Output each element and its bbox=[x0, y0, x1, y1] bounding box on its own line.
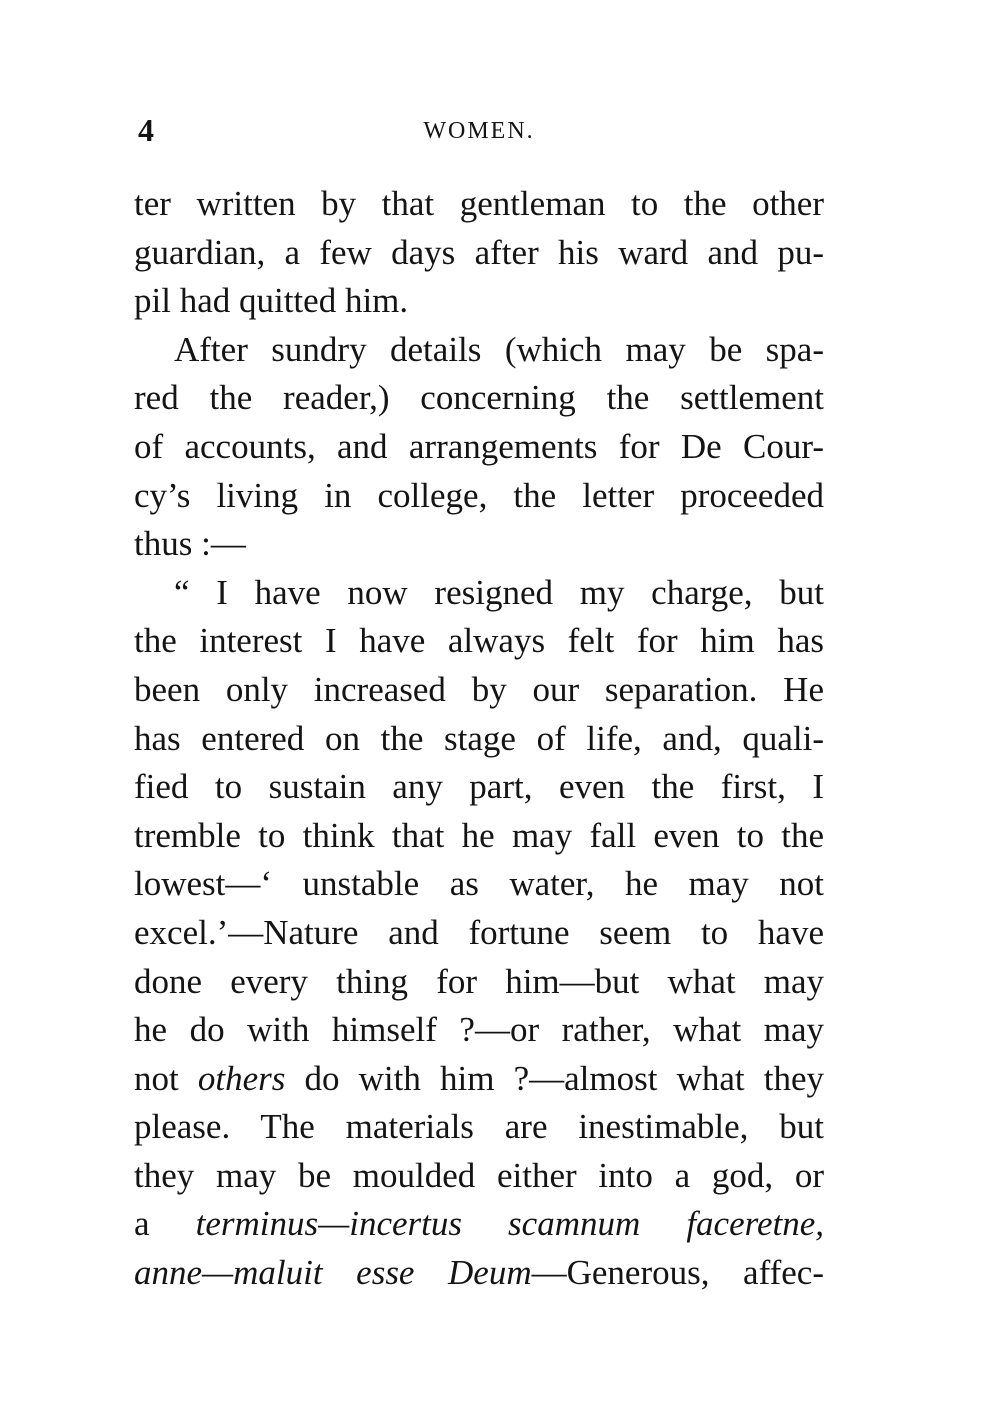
text-line bbox=[134, 1055, 824, 1104]
text-line bbox=[134, 958, 824, 1007]
text-line bbox=[134, 715, 824, 764]
text-line bbox=[134, 666, 824, 715]
text-segment: has entered on the stage of life, and, quali- bbox=[134, 718, 824, 758]
text-segment: lowest—‘ unstable as water, he may not bbox=[134, 864, 824, 904]
text-line bbox=[134, 812, 824, 861]
body-text bbox=[134, 180, 824, 1298]
text-line bbox=[134, 374, 824, 423]
text-segment: not bbox=[134, 1058, 198, 1098]
running-title: WOMEN. bbox=[423, 118, 535, 144]
text-line bbox=[134, 229, 824, 278]
text-segment: a bbox=[134, 1204, 196, 1244]
text-segment: cy’s living in college, the letter proceeded bbox=[134, 475, 824, 515]
text-line bbox=[134, 1249, 824, 1298]
text-segment: pil had quitted him. bbox=[134, 281, 409, 321]
page-number: 4 bbox=[138, 112, 154, 148]
italic-text-segment: terminus—incertus scamnum faceretne, bbox=[195, 1204, 824, 1244]
text-segment: of accounts, and arrangements for De Cour- bbox=[134, 426, 824, 466]
text-segment: “ I have now resigned my charge, but bbox=[174, 572, 824, 612]
text-line bbox=[134, 1103, 824, 1152]
text-segment: done every thing for him—but what may bbox=[134, 961, 824, 1001]
text-line bbox=[134, 860, 824, 909]
italic-text-segment: others bbox=[197, 1058, 286, 1098]
italic-text-segment: anne—maluit esse Deum bbox=[134, 1253, 532, 1293]
text-line bbox=[134, 277, 824, 326]
text-line bbox=[134, 1152, 824, 1201]
text-segment: do with him ?—almost what they bbox=[285, 1058, 824, 1098]
text-segment: they may be moulded either into a god, or bbox=[134, 1155, 824, 1195]
text-line bbox=[134, 180, 824, 229]
text-segment: fied to sustain any part, even the first, I bbox=[134, 767, 824, 807]
text-line bbox=[134, 1006, 824, 1055]
text-line bbox=[134, 423, 824, 472]
text-segment: been only increased by our separation. He bbox=[134, 669, 824, 709]
text-segment: —Generous, affec- bbox=[531, 1253, 824, 1293]
text-segment: please. The materials are inestimable, but bbox=[134, 1107, 824, 1147]
text-segment: guardian, a few days after his ward and pu- bbox=[134, 232, 824, 272]
text-line bbox=[134, 569, 824, 618]
text-segment: the interest I have always felt for him has bbox=[134, 621, 824, 661]
text-line bbox=[134, 1200, 824, 1249]
text-segment: thus :— bbox=[134, 524, 246, 564]
text-line bbox=[134, 909, 824, 958]
page-header bbox=[134, 112, 824, 152]
text-segment: excel.’—Nature and fortune seem to have bbox=[134, 912, 824, 952]
text-segment: tremble to think that he may fall even to the bbox=[134, 815, 824, 855]
text-line bbox=[134, 520, 824, 569]
text-segment: he do with himself ?—or rather, what may bbox=[134, 1010, 824, 1050]
text-line bbox=[134, 326, 824, 375]
text-segment: After sundry details (which may be spa- bbox=[174, 329, 824, 369]
text-segment: red the reader,) concerning the settlement bbox=[134, 378, 824, 418]
text-line bbox=[134, 763, 824, 812]
text-segment: ter written by that gentleman to the other bbox=[134, 184, 824, 223]
text-line bbox=[134, 617, 824, 666]
text-line bbox=[134, 472, 824, 521]
